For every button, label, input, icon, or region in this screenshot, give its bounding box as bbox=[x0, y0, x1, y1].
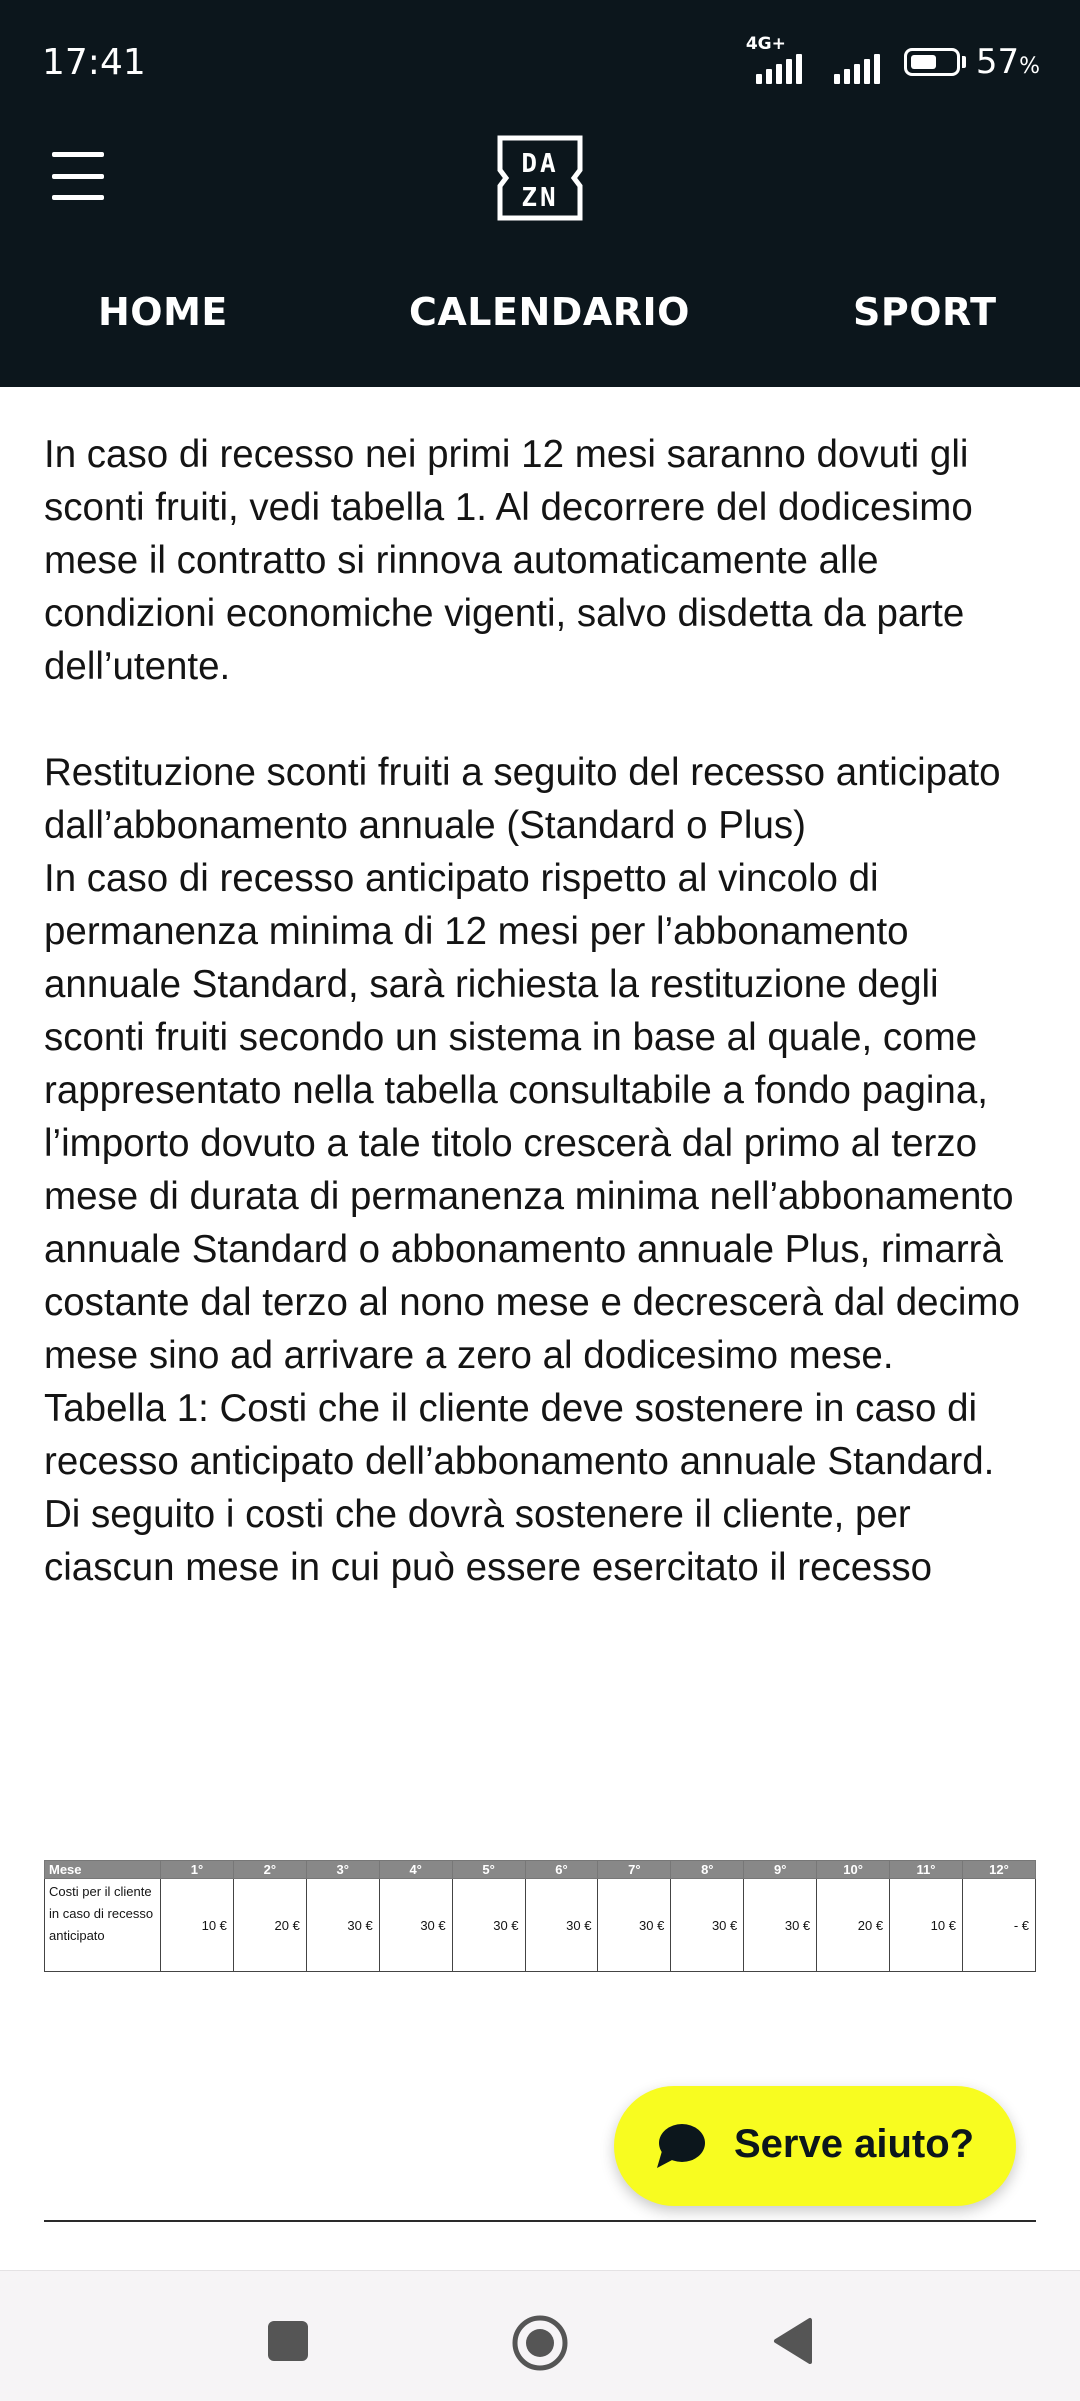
home-circle-icon[interactable] bbox=[511, 2314, 569, 2372]
costs-table bbox=[44, 1860, 1036, 1972]
table-cost-cell: 30 € bbox=[452, 1879, 525, 1972]
hamburger-menu-icon[interactable] bbox=[52, 152, 104, 200]
system-nav-bar bbox=[0, 2270, 1080, 2401]
table-cost-cell: 30 € bbox=[598, 1879, 671, 1972]
paragraph-costs-intro: Di seguito i costi che dovrà sostenere il cliente, per ciascun mese in cui può essere esercitato il recesso bbox=[44, 1493, 933, 1589]
logo-bottom-text: ZN bbox=[521, 183, 559, 213]
table-month-header: 1° bbox=[161, 1861, 234, 1879]
recents-square-icon[interactable] bbox=[268, 2321, 308, 2361]
table-month-header: 11° bbox=[890, 1861, 963, 1879]
table-month-header: 4° bbox=[379, 1861, 452, 1879]
paragraph-refund-details: In caso di recesso anticipato rispetto al vincolo di permanenza minima di 12 mesi per l’abbonamento annuale Standard, sarà richiesta la restituzione degli sconti fruiti secondo un sistema in base al quale, come rappresentato nella tabella consultabile a fondo pagina, l’importo dovuto a tale titolo crescerà dal primo al terzo mese di durata di permanenza minima nell’abbonamento annuale Standard o abbonamento annuale Plus, rimarrà costante dal terzo al nono mese e decrescerà dal decimo mese sino ad arrivare a zero al dodicesimo mese. bbox=[44, 857, 1020, 1377]
table-cost-cell: 30 € bbox=[379, 1879, 452, 1972]
status-icons bbox=[745, 34, 1040, 84]
table-row bbox=[45, 1879, 1036, 1972]
table-cost-cell: 30 € bbox=[525, 1879, 598, 1972]
status-time: 17:41 bbox=[42, 42, 146, 83]
paragraph-refund-title: Restituzione sconti fruiti a seguito del recesso anticipato dall’abbonamento annuale (Standard o Plus) bbox=[44, 751, 1001, 847]
table-cost-cell: 20 € bbox=[233, 1879, 306, 1972]
table-month-header: 3° bbox=[306, 1861, 379, 1879]
content-divider bbox=[44, 2220, 1036, 2222]
table-cost-cell: 30 € bbox=[744, 1879, 817, 1972]
battery-percent: 57% bbox=[975, 42, 1040, 82]
back-triangle-icon[interactable] bbox=[770, 2316, 816, 2366]
nav-sport[interactable]: SPORT bbox=[853, 290, 997, 334]
table-cost-cell: 30 € bbox=[306, 1879, 379, 1972]
table-header-row bbox=[45, 1861, 1036, 1879]
table-month-header: 5° bbox=[452, 1861, 525, 1879]
help-button-label: Serve aiuto? bbox=[734, 2122, 975, 2166]
table-header-label: Mese bbox=[45, 1861, 161, 1879]
dazn-logo[interactable] bbox=[496, 134, 584, 222]
app-header bbox=[0, 0, 1080, 387]
table-month-header: 9° bbox=[744, 1861, 817, 1879]
table-month-header: 12° bbox=[962, 1861, 1035, 1879]
table-month-header: 2° bbox=[233, 1861, 306, 1879]
table-month-header: 6° bbox=[525, 1861, 598, 1879]
signal-4g-icon bbox=[745, 34, 816, 84]
nav-home[interactable]: HOME bbox=[98, 290, 228, 334]
table-cost-cell: 10 € bbox=[890, 1879, 963, 1972]
terms-text bbox=[44, 428, 1044, 1594]
signal-icon bbox=[834, 40, 886, 84]
paragraph-withdrawal: In caso di recesso nei primi 12 mesi saranno dovuti gli sconti fruiti, vedi tabella 1. Al decorrere del dodicesimo mese il contratto si rinnova automaticamente alle condizioni economiche vigenti, salvo disdetta da parte dell’utente. bbox=[44, 433, 973, 688]
paragraph-table-caption: Tabella 1: Costi che il cliente deve sostenere in caso di recesso anticipato dell’abbonamento annuale Standard. bbox=[44, 1387, 995, 1483]
table-month-header: 7° bbox=[598, 1861, 671, 1879]
table-cost-cell: 30 € bbox=[671, 1879, 744, 1972]
help-chat-button[interactable] bbox=[614, 2086, 1016, 2206]
table-cost-cell: 20 € bbox=[817, 1879, 890, 1972]
network-type: 4G+ bbox=[745, 34, 786, 54]
table-month-header: 10° bbox=[817, 1861, 890, 1879]
table-cost-cell: - € bbox=[962, 1879, 1035, 1972]
table-month-header: 8° bbox=[671, 1861, 744, 1879]
battery-icon bbox=[904, 42, 1040, 82]
table-cost-cell: 10 € bbox=[161, 1879, 234, 1972]
nav-calendario[interactable]: CALENDARIO bbox=[409, 290, 690, 334]
logo-top-text: DA bbox=[521, 149, 559, 179]
table-row-label: Costi per il cliente in caso di recesso anticipato bbox=[45, 1879, 161, 1972]
chat-bubble-icon bbox=[654, 2121, 706, 2171]
